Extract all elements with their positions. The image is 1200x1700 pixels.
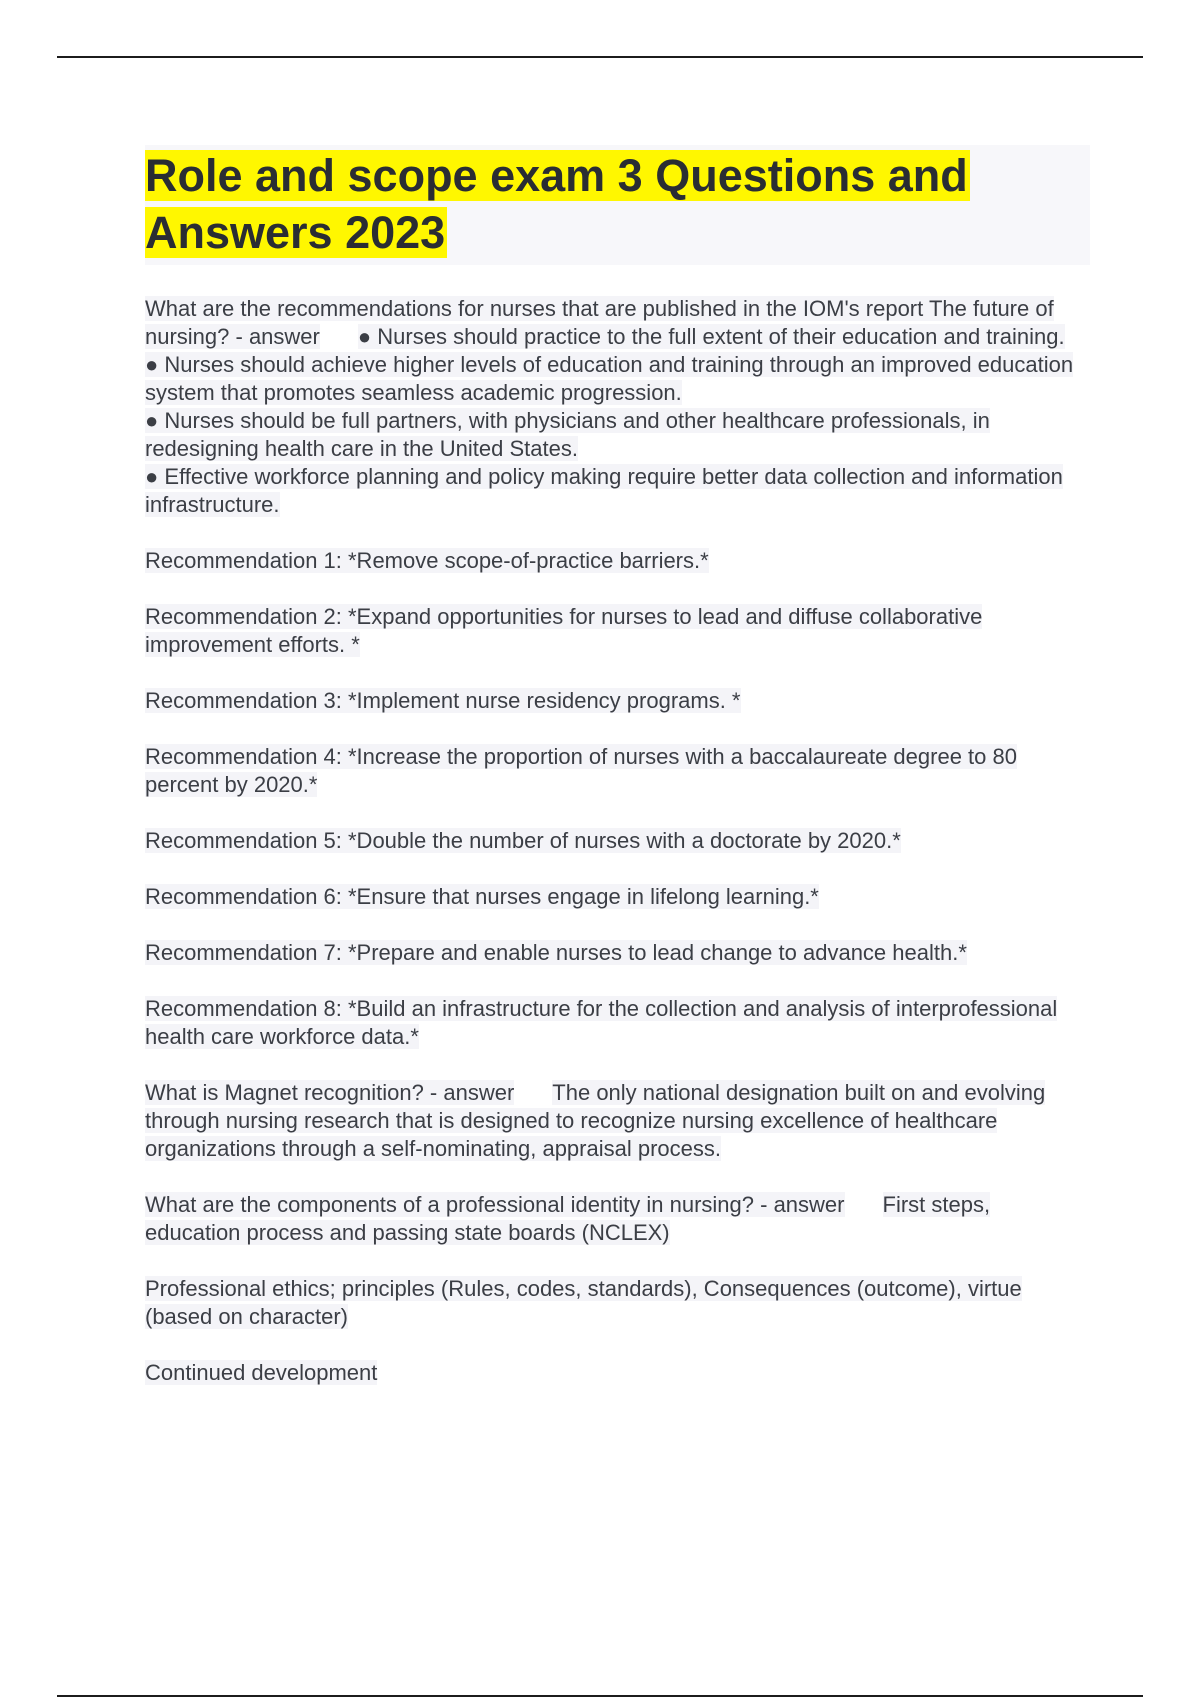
answer-bullet: ● Nurses should be full partners, with physicians and other healthcare professionals, in redesigning health care in the United States. [145,408,990,461]
answer-continuation: Professional ethics; principles (Rules, codes, standards), Consequences (outcome), virtue (based on character) [145,1276,1022,1329]
recommendation-item: Recommendation 3: *Implement nurse residency programs. * [145,688,741,713]
title-block [145,145,1090,265]
answer-bullet: ● Effective workforce planning and policy making require better data collection and information infrastructure. [145,464,1063,517]
answer-continuation: Continued development [145,1360,378,1385]
recommendation-item: Recommendation 8: *Build an infrastructure for the collection and analysis of interprofessional health care workforce data.* [145,996,1058,1049]
qa-magnet-recognition [145,1079,1090,1163]
answer-bullet: ● Nurses should practice to the full extent of their education and training. [357,324,1065,349]
qa-professional-identity [145,1191,1090,1247]
title-highlight: Role and scope exam 3 Questions and Answers 2023 [145,150,968,258]
qa-iom-recommendations [145,295,1090,519]
recommendation-item: Recommendation 4: *Increase the proportion of nurses with a baccalaureate degree to 80 percent by 2020.* [145,744,1017,797]
document-body [145,145,1090,1415]
recommendation-item: Recommendation 7: *Prepare and enable nurses to lead change to advance health.* [145,940,967,965]
question-text: What is Magnet recognition? - answer [145,1080,515,1105]
recommendation-item: Recommendation 6: *Ensure that nurses engage in lifelong learning.* [145,884,819,909]
top-rule [57,56,1143,58]
answer-text: The only national designation built on and evolving through nursing research that is designed to recognize nursing excellence of healthcare organizations through a self-nominating, appraisal process. [145,1080,1046,1161]
recommendation-item: Recommendation 1: *Remove scope-of-practice barriers.* [145,548,709,573]
document-title [145,147,1090,261]
answer-text: First steps, education process and passing state boards (NCLEX) [145,1192,991,1245]
recommendation-item: Recommendation 5: *Double the number of nurses with a doctorate by 2020.* [145,828,901,853]
recommendation-item: Recommendation 2: *Expand opportunities for nurses to lead and diffuse collaborative improvement efforts. * [145,604,983,657]
answer-bullet: ● Nurses should achieve higher levels of education and training through an improved education system that promotes seamless academic progression. [145,352,1074,405]
bottom-rule [57,1695,1143,1697]
question-text: What are the components of a professional identity in nursing? - answer [145,1192,845,1217]
question-text: What are the recommendations for nurses that are published in the IOM's report The future of nursing? - answer [145,296,1054,349]
